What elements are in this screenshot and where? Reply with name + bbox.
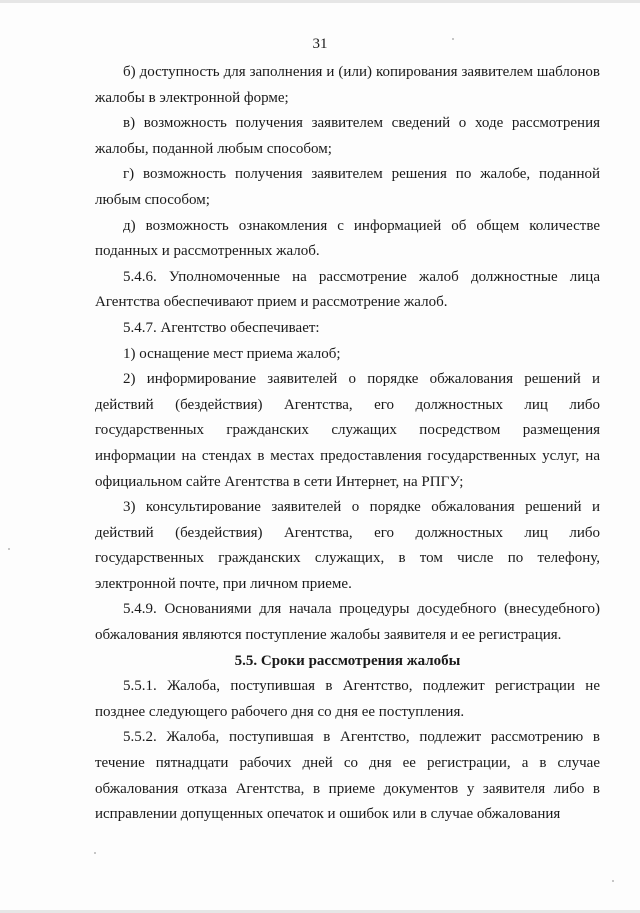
scan-speck (612, 880, 614, 882)
page-number: 31 (312, 36, 328, 52)
document-body (95, 60, 600, 828)
scan-edge-top (0, 0, 640, 3)
section-heading: 5.5. Сроки рассмотрения жалобы (234, 652, 461, 669)
paragraph: г) возможность получения заявителем решения по жалобе, поданной любым способом; (95, 166, 600, 208)
paragraph: в) возможность получения заявителем сведений о ходе рассмотрения жалобы, поданной любым способом; (95, 115, 600, 157)
paragraph: 1) оснащение мест приема жалоб; (123, 345, 341, 362)
paragraph: 3) консультирование заявителей о порядке обжалования решений и действий (бездействия) Агентства, его должностных лиц либо государственных гражданских служащих, в том числе по телефону, электронной почте, при личном приеме. (95, 499, 600, 592)
paragraph: б) доступность для заполнения и (или) копирования заявителем шаблонов жалобы в электронной форме; (95, 64, 600, 106)
paragraph: д) возможность ознакомления с информацией об общем количестве поданных и рассмотренных жалоб. (95, 217, 600, 260)
scan-speck (8, 548, 10, 550)
paragraph: 5.4.7. Агентство обеспечивает: (123, 319, 320, 336)
paragraph: 5.5.2. Жалоба, поступившая в Агентство, подлежит рассмотрению в течение пятнадцати рабочих дней со дня ее регистрации, а в случае обжалования отказа Агентства, в приеме документов у заявителя либо в исправлении допущенных опечаток и ошибок или в случае обжалования (95, 729, 600, 823)
paragraph: 2) информирование заявителей о порядке обжалования решений и действий (бездействия) Агентства, его должностных лиц либо государственных гражданских служащих посредством размещения информации на стендах в местах предоставления государственных услуг, на официальном сайте Агентства в сети Интернет, на РПГУ; (95, 371, 600, 490)
paragraph: 5.4.6. Уполномоченные на рассмотрение жалоб должностные лица Агентства обеспечивают прием и рассмотрение жалоб. (95, 268, 600, 311)
paragraph: 5.5.1. Жалоба, поступившая в Агентство, подлежит регистрации не позднее следующего рабочего дня со дня ее поступления. (95, 678, 600, 720)
paragraph: 5.4.9. Основаниями для начала процедуры досудебного (внесудебного) обжалования являются поступление жалобы заявителя и ее регистрация. (95, 601, 600, 644)
scan-speck (94, 852, 96, 854)
